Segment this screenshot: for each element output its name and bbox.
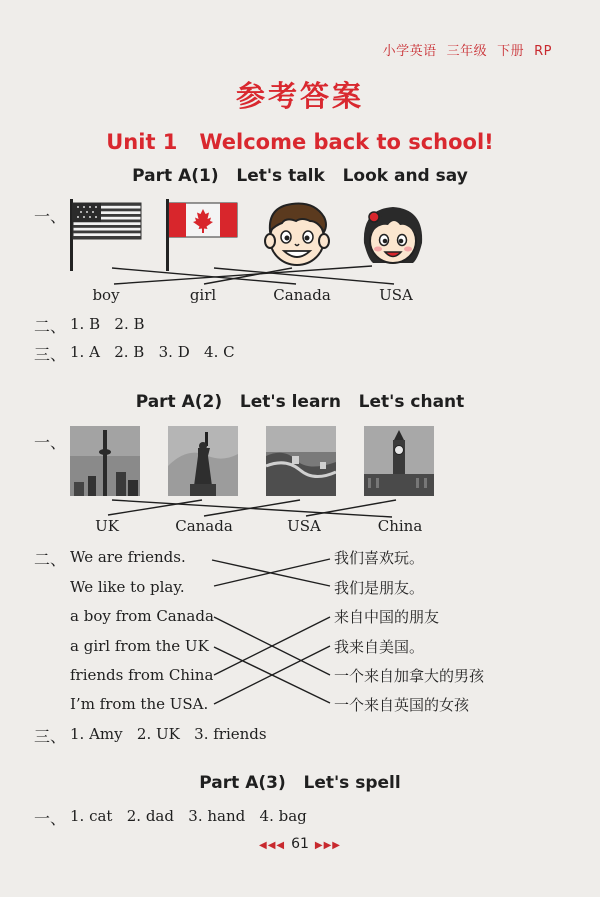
chinese-phrase: 我来自美国。 (334, 638, 425, 656)
statue-of-liberty-icon (168, 426, 238, 496)
match-line (112, 500, 392, 517)
part-a2-q3-number: 三、 (34, 727, 67, 746)
book-label (373, 40, 552, 59)
great-wall-icon (266, 426, 336, 496)
page-footer (0, 836, 600, 852)
boy-face-icon (262, 199, 332, 269)
part-a1-word-canada: Canada (273, 286, 331, 304)
match-line (108, 500, 202, 515)
part-a2-word-canada: Canada (175, 517, 233, 535)
part-a1-title: Part A(1) Let's talk Look and say (132, 166, 468, 186)
match-line (214, 647, 330, 703)
big-ben-icon (364, 426, 434, 496)
volume-label: 下册 (497, 44, 525, 59)
part-a2-word-china: China (377, 517, 423, 535)
match-line (212, 560, 330, 586)
part-a1-q1-number: 一、 (34, 207, 67, 226)
part-a2-word-uk: UK (95, 517, 119, 535)
part-a3-q1-number: 一、 (34, 809, 67, 828)
edition-label: RP (534, 44, 552, 59)
part-a2-q3-answers: 1. Amy 2. UK 3. friends (70, 725, 267, 743)
part-a1-q3-answers: 1. A 2. B 3. D 4. C (70, 343, 235, 361)
part-a3-q1-answers: 1. cat 2. dad 3. hand 4. bag (70, 807, 307, 825)
part-a1-q3-number: 三、 (34, 345, 67, 364)
english-phrase: a boy from Canada (70, 607, 214, 625)
left-arrows-icon: ◀◀◀ (259, 840, 286, 851)
part-a2-word-usa: USA (287, 517, 321, 535)
english-phrase: We like to play. (70, 578, 185, 596)
part-a2-q2-number: 二、 (34, 550, 67, 569)
chinese-phrase: 一个来自加拿大的男孩 (334, 667, 485, 685)
canada-flag-icon (166, 199, 240, 271)
match-line (214, 617, 330, 675)
chinese-phrase: 来自中国的朋友 (334, 608, 440, 626)
match-line (214, 559, 330, 586)
part-a2-q1-number: 一、 (34, 433, 67, 452)
part-a1-word-girl: girl (189, 286, 217, 304)
part-a1-q2-number: 二、 (34, 317, 67, 336)
chinese-phrase: 我们是朋友。 (334, 579, 425, 597)
english-phrase: We are friends. (70, 548, 186, 566)
match-line (204, 500, 300, 516)
chinese-phrase: 我们喜欢玩。 (334, 549, 425, 567)
usa-flag-icon (70, 199, 144, 271)
match-line (214, 268, 394, 284)
girl-face-icon (358, 199, 428, 269)
part-a1-word-boy: boy (92, 286, 120, 304)
match-line (214, 617, 330, 675)
match-line (214, 646, 330, 704)
chinese-phrase: 一个来自英国的女孩 (334, 696, 470, 714)
part-a3-title: Part A(3) Let's spell (199, 773, 401, 793)
english-phrase: I’m from the USA. (70, 695, 209, 713)
page-title: 参考答案 (235, 79, 364, 113)
unit-title: Unit 1 Welcome back to school! (106, 130, 494, 154)
english-phrase: a girl from the UK (70, 637, 209, 655)
english-phrase: friends from China (70, 666, 214, 684)
page-number: 61 (291, 836, 309, 852)
subject-label: 小学英语 (382, 44, 437, 59)
part-a1-q2-answers: 1. B 2. B (70, 315, 145, 333)
cn-tower-icon (70, 426, 140, 496)
match-line (114, 266, 372, 284)
match-line (306, 500, 396, 516)
grade-label: 三年级 (446, 44, 488, 59)
right-arrows-icon: ▶▶▶ (314, 840, 341, 851)
part-a2-title: Part A(2) Let's learn Let's chant (135, 392, 465, 412)
part-a1-word-usa: USA (379, 286, 413, 304)
